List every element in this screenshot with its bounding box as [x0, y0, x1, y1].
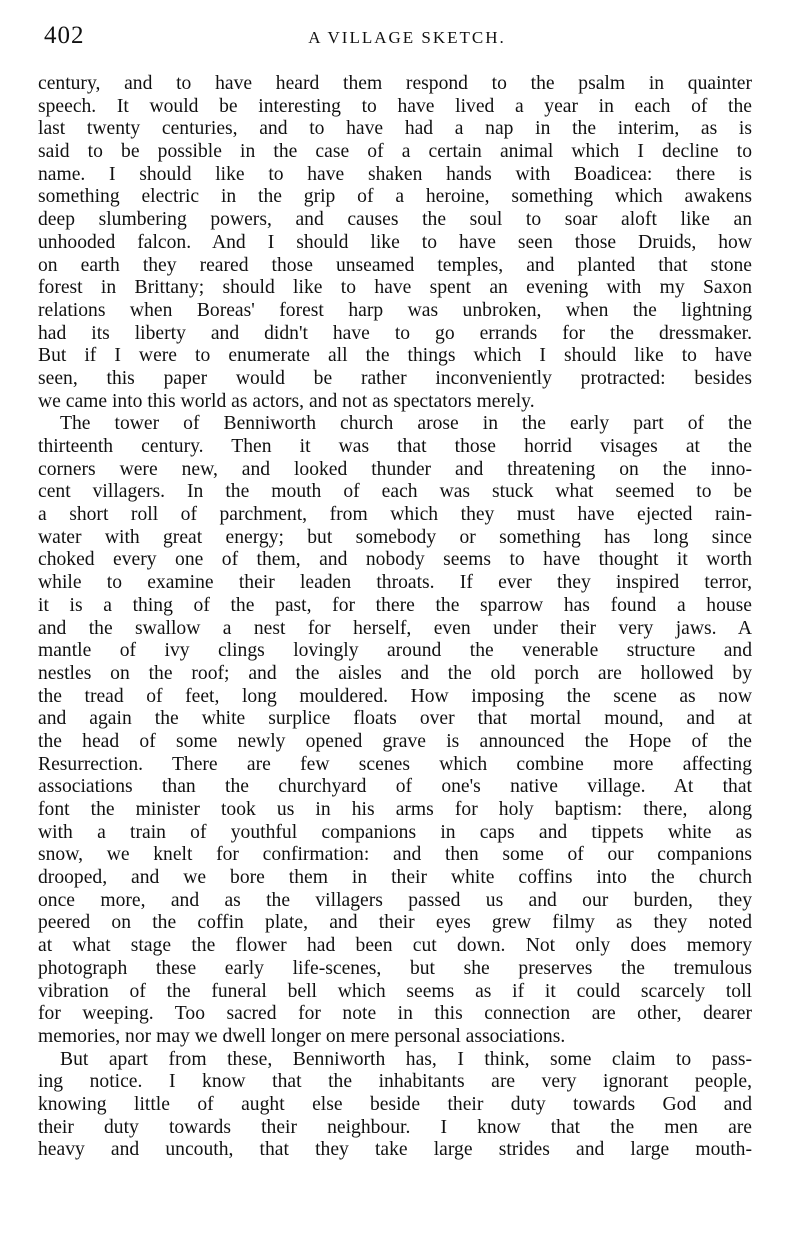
text-line: and the swallow a nest for herself, even under their very jaws. A	[38, 617, 752, 639]
text-line: speech. It would be interesting to have lived a year in each of the	[38, 95, 752, 117]
text-line: on earth they reared those unseamed temples, and planted that stone	[38, 254, 752, 276]
text-line: thirteenth century. Then it was that those horrid visages at the	[38, 436, 752, 457]
text-line: relations when Boreas' forest harp was unbroken, when the lightning	[38, 299, 752, 321]
text-line: water with great energy; but somebody or something has long since	[38, 526, 752, 548]
text-line: mantle of ivy clings lovingly around the venerable structure and	[38, 640, 752, 662]
text-line: last twenty centuries, and to have had a nap in the interim, as is	[38, 118, 752, 140]
text-line: while to examine their leaden throats. If ever they inspired terror,	[38, 572, 752, 594]
text-line: century, and to have heard them respond to the psalm in quainter	[38, 73, 752, 94]
text-line: unhooded falcon. And I should like to have seen those Druids, how	[38, 231, 752, 253]
text-line: heavy and uncouth, that they take large strides and large mouth-	[38, 1139, 752, 1161]
text-line: knowing little of aught else beside their duty towards God and	[38, 1093, 752, 1115]
text-line: for weeping. Too sacred for note in this connection are other, dearer	[38, 1003, 752, 1025]
text-line: deep slumbering powers, and causes the soul to soar aloft like an	[38, 209, 752, 231]
text-line: said to be possible in the case of a certain animal which I decline to	[38, 141, 752, 163]
text-line: at what stage the flower had been cut down. Not only does memory	[38, 935, 752, 957]
text-line: ing notice. I know that the inhabitants are very ignorant people,	[38, 1071, 752, 1093]
text-line: with a train of youthful companions in caps and tippets white as	[38, 821, 752, 843]
page-header	[44, 22, 770, 52]
text-line: choked every one of them, and nobody seems to have thought it worth	[38, 549, 752, 571]
text-line: a short roll of parchment, from which they must have ejected rain-	[38, 504, 752, 526]
text-line: memories, nor may we dwell longer on mere personal associations.	[38, 1025, 566, 1047]
text-line: seen, this paper would be rather inconveniently protracted: besides	[38, 367, 752, 389]
text-line: had its liberty and didn't have to go errands for the dressmaker.	[38, 322, 752, 344]
text-line: it is a thing of the past, for there the sparrow has found a house	[38, 594, 752, 616]
text-line: drooped, and we bore them in their white coffins into the church	[38, 867, 752, 889]
text-line: associations than the churchyard of one's native village. At that	[38, 776, 752, 798]
text-line: vibration of the funeral bell which seems as if it could scarcely toll	[38, 980, 752, 1002]
text-line: name. I should like to have shaken hands with Boadicea: there is	[38, 163, 752, 185]
text-line: something electric in the grip of a heroine, something which awakens	[38, 186, 752, 208]
text-line: cent villagers. In the mouth of each was stuck what seemed to be	[38, 481, 752, 503]
text-line: font the minister took us in his arms for holy baptism: there, along	[38, 799, 752, 820]
text-line: But apart from these, Benniworth has, I think, some claim to pass-	[60, 1048, 752, 1070]
text-line: the head of some newly opened grave is announced the Hope of the	[38, 730, 752, 752]
text-line: once more, and as the villagers passed us and our burden, they	[38, 889, 752, 911]
text-line: Resurrection. There are few scenes which combine more affecting	[38, 753, 752, 775]
text-line: we came into this world as actors, and not as spectators merely.	[38, 390, 535, 412]
text-line: corners were new, and looked thunder and threatening on the inno-	[38, 458, 752, 480]
text-line: forest in Brittany; should like to have spent an evening with my Saxon	[38, 277, 752, 299]
text-line: The tower of Benniworth church arose in the early part of the	[60, 413, 752, 435]
text-line: But if I were to enumerate all the things which I should like to have	[38, 345, 752, 367]
text-line: photograph these early life-scenes, but she preserves the tremulous	[38, 957, 752, 979]
text-line: peered on the coffin plate, and their eyes grew filmy as they noted	[38, 912, 752, 934]
text-line: snow, we knelt for confirmation: and then some of our companions	[38, 844, 752, 866]
running-head: A VILLAGE SKETCH.	[308, 28, 506, 47]
text-line: nestles on the roof; and the aisles and the old porch are hollowed by	[38, 662, 752, 684]
text-line: the tread of feet, long mouldered. How imposing the scene as now	[38, 685, 752, 707]
body-text	[38, 73, 752, 1162]
page-number: 402	[44, 22, 85, 49]
text-line: their duty towards their neighbour. I know that the men are	[38, 1116, 752, 1138]
text-line: and again the white surplice floats over that mortal mound, and at	[38, 708, 752, 730]
